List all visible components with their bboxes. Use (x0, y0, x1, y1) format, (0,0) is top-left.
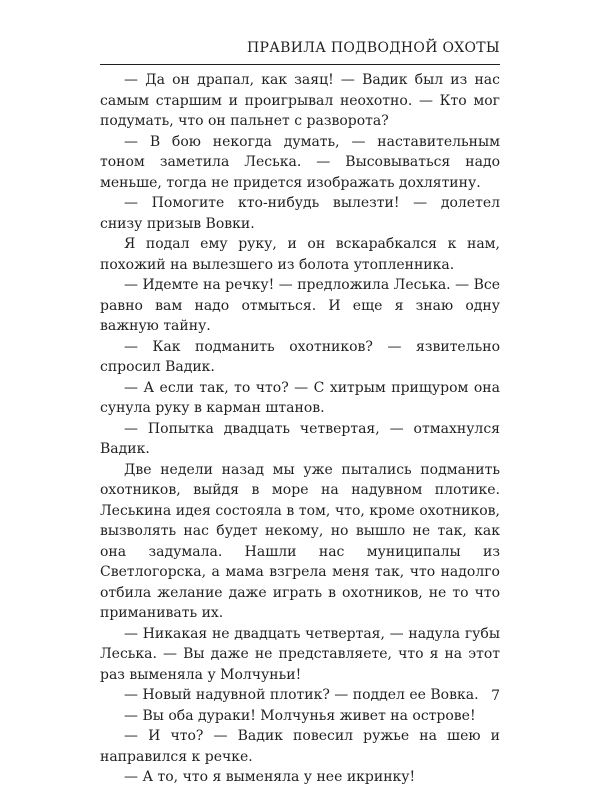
paragraph: — Новый надувной плотик? — поддел ее Вовка. (124, 687, 479, 703)
paragraph: — И что? — Вадик повесил ружье на шею и направился к речке. (100, 728, 500, 765)
paragraph: — Да он драпал, как заяц! — Вадик был из нас самым старшим и проигрывал неохотно. — Кто мог подумать, что он пальнет с разворота? (100, 72, 500, 129)
paragraph: — Вы оба дураки! Молчунья живет на острове! (124, 707, 476, 724)
paragraph: Я подал ему руку, и он вскарабкался к нам, похожий на вылезшего из болота утопленника. (100, 236, 500, 273)
paragraph: — Никакая не двадцать четвертая, — надула губы Леська. — Вы даже не представляете, что я на этот раз выменяла у Молчуньи! (100, 625, 500, 683)
paragraph: — Идемте на речку! — предложила Леська. — Все равно вам надо отмыться. И еще я знаю одну важную тайну. (100, 277, 500, 334)
running-head: ПРАВИЛА ПОДВОДНОЙ ОХОТЫ (247, 40, 500, 56)
body-text (100, 70, 500, 788)
paragraph: — А то, что я выменяла у нее икринку! (124, 769, 416, 785)
paragraph: — В бою некогда думать, — наставительным тоном заметила Леська. — Высовываться надо меньше, тогда не придется изображать дохлятину. (100, 133, 500, 191)
page-number: 7 (491, 688, 500, 704)
paragraph: — Попытка двадцать четвертая, — отмахнулся Вадик. (100, 420, 500, 457)
paragraph: Две недели назад мы уже пытались подманить охотников, выйдя в море на надувном плотике. Леськина идея состояла в том, что, кроме охотников, вызволять нас будет некому, но вышло не так, как она задумала. Нашли нас муниципалы из Светлогорска, а мама взгрела меня так, что надолго отбила желание даже играть в охотников, не то что приманивать их. (100, 461, 500, 621)
paragraph: — Помогите кто-нибудь вылезти! — долетел снизу призыв Вовки. (100, 195, 500, 232)
header-rule (100, 64, 500, 65)
paragraph: — Как подманить охотников? — язвительно спросил Вадик. (100, 338, 500, 375)
paragraph: — А если так, то что? — С хитрым прищуром она сунула руку в карман штанов. (100, 379, 500, 416)
